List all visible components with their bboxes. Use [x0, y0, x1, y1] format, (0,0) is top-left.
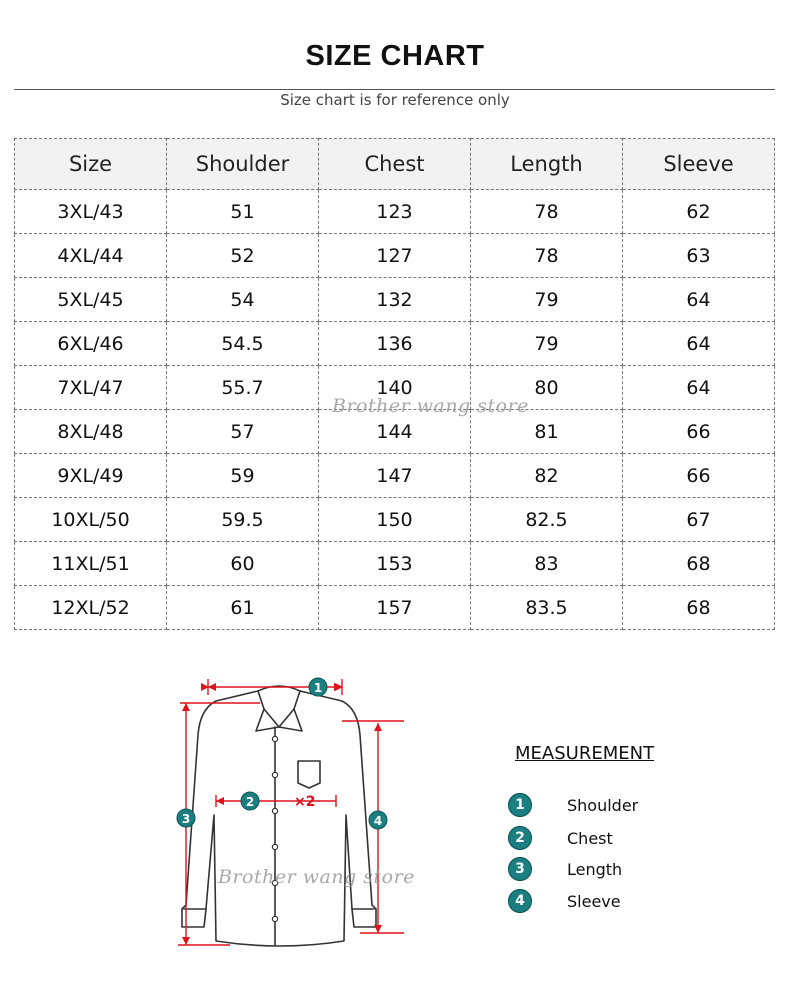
cell-size: 8XL/48 [15, 410, 167, 454]
cell-shoulder: 52 [167, 234, 319, 278]
cell-length: 83.5 [471, 586, 623, 630]
marker-1-icon [309, 678, 327, 696]
table-row [15, 498, 775, 542]
cell-shoulder: 60 [167, 542, 319, 586]
table-row [15, 190, 775, 234]
column-header-length: Length [471, 139, 623, 190]
cell-sleeve: 68 [623, 586, 775, 630]
chest-multiplier-label: ×2 [294, 794, 316, 810]
cell-sleeve: 64 [623, 278, 775, 322]
cell-sleeve: 67 [623, 498, 775, 542]
cell-size: 7XL/47 [15, 366, 167, 410]
shirt-outline-icon [182, 686, 376, 946]
cell-size: 12XL/52 [15, 586, 167, 630]
cell-length: 83 [471, 542, 623, 586]
cell-size: 11XL/51 [15, 542, 167, 586]
cell-shoulder: 54.5 [167, 322, 319, 366]
legend-item-sleeve [508, 888, 621, 914]
table-row [15, 278, 775, 322]
cell-size: 9XL/49 [15, 454, 167, 498]
marker-3-icon [177, 809, 195, 827]
cell-shoulder: 55.7 [167, 366, 319, 410]
table-row [15, 454, 775, 498]
number-2-icon: 2 [508, 826, 532, 850]
reference-note: Size chart is for reference only [280, 91, 510, 109]
number-3-icon: 3 [508, 857, 532, 881]
legend-item-shoulder [508, 792, 639, 818]
table-row [15, 586, 775, 630]
table-row [15, 322, 775, 366]
number-4-icon: 4 [508, 889, 532, 913]
marker-1-label: 1 [313, 681, 323, 695]
cell-size: 10XL/50 [15, 498, 167, 542]
cell-sleeve: 64 [623, 322, 775, 366]
column-header-sleeve: Sleeve [623, 139, 775, 190]
cell-length: 82.5 [471, 498, 623, 542]
cell-sleeve: 66 [623, 454, 775, 498]
cell-length: 80 [471, 366, 623, 410]
column-header-size: Size [15, 139, 167, 190]
cell-sleeve: 62 [623, 190, 775, 234]
cell-chest: 150 [319, 498, 471, 542]
cell-length: 79 [471, 278, 623, 322]
marker-4-icon [369, 811, 387, 829]
table-watermark: Brother wang store [332, 395, 529, 417]
cell-length: 79 [471, 322, 623, 366]
legend-label: Chest [567, 828, 613, 848]
cell-chest: 153 [319, 542, 471, 586]
column-header-shoulder: Shoulder [167, 139, 319, 190]
cell-chest: 123 [319, 190, 471, 234]
cell-shoulder: 57 [167, 410, 319, 454]
legend-title: MEASUREMENT [515, 743, 655, 764]
page-title: SIZE CHART [305, 40, 485, 72]
column-header-chest: Chest [319, 139, 471, 190]
cell-size: 3XL/43 [15, 190, 167, 234]
marker-3-label: 3 [181, 812, 191, 826]
legend-item-chest [508, 825, 613, 851]
marker-4-label: 4 [373, 814, 383, 828]
cell-chest: 157 [319, 586, 471, 630]
size-table [14, 138, 775, 630]
legend-label: Length [567, 859, 623, 879]
cell-shoulder: 61 [167, 586, 319, 630]
marker-2-icon [241, 792, 259, 810]
cell-sleeve: 66 [623, 410, 775, 454]
cell-chest: 127 [319, 234, 471, 278]
cell-length: 81 [471, 410, 623, 454]
table-header-row [15, 139, 775, 190]
cell-shoulder: 59.5 [167, 498, 319, 542]
cell-sleeve: 63 [623, 234, 775, 278]
legend-item-length [508, 856, 623, 882]
cell-sleeve: 64 [623, 366, 775, 410]
cell-chest: 144 [319, 410, 471, 454]
table-row [15, 542, 775, 586]
legend-label: Sleeve [567, 891, 621, 911]
legend-label: Shoulder [567, 795, 639, 815]
cell-length: 78 [471, 234, 623, 278]
cell-sleeve: 68 [623, 542, 775, 586]
cell-chest: 136 [319, 322, 471, 366]
cell-shoulder: 51 [167, 190, 319, 234]
number-1-icon: 1 [508, 793, 532, 817]
cell-shoulder: 54 [167, 278, 319, 322]
measurement-lines [178, 679, 404, 945]
cell-chest: 140 [319, 366, 471, 410]
cell-size: 6XL/46 [15, 322, 167, 366]
title-divider [14, 89, 775, 90]
marker-2-label: 2 [245, 795, 255, 809]
diagram-watermark: Brother wang store [218, 866, 415, 888]
table-row [15, 234, 775, 278]
cell-chest: 147 [319, 454, 471, 498]
cell-chest: 132 [319, 278, 471, 322]
cell-length: 82 [471, 454, 623, 498]
cell-size: 5XL/45 [15, 278, 167, 322]
cell-length: 78 [471, 190, 623, 234]
cell-size: 4XL/44 [15, 234, 167, 278]
cell-shoulder: 59 [167, 454, 319, 498]
shirt-measurement-diagram [160, 665, 410, 955]
